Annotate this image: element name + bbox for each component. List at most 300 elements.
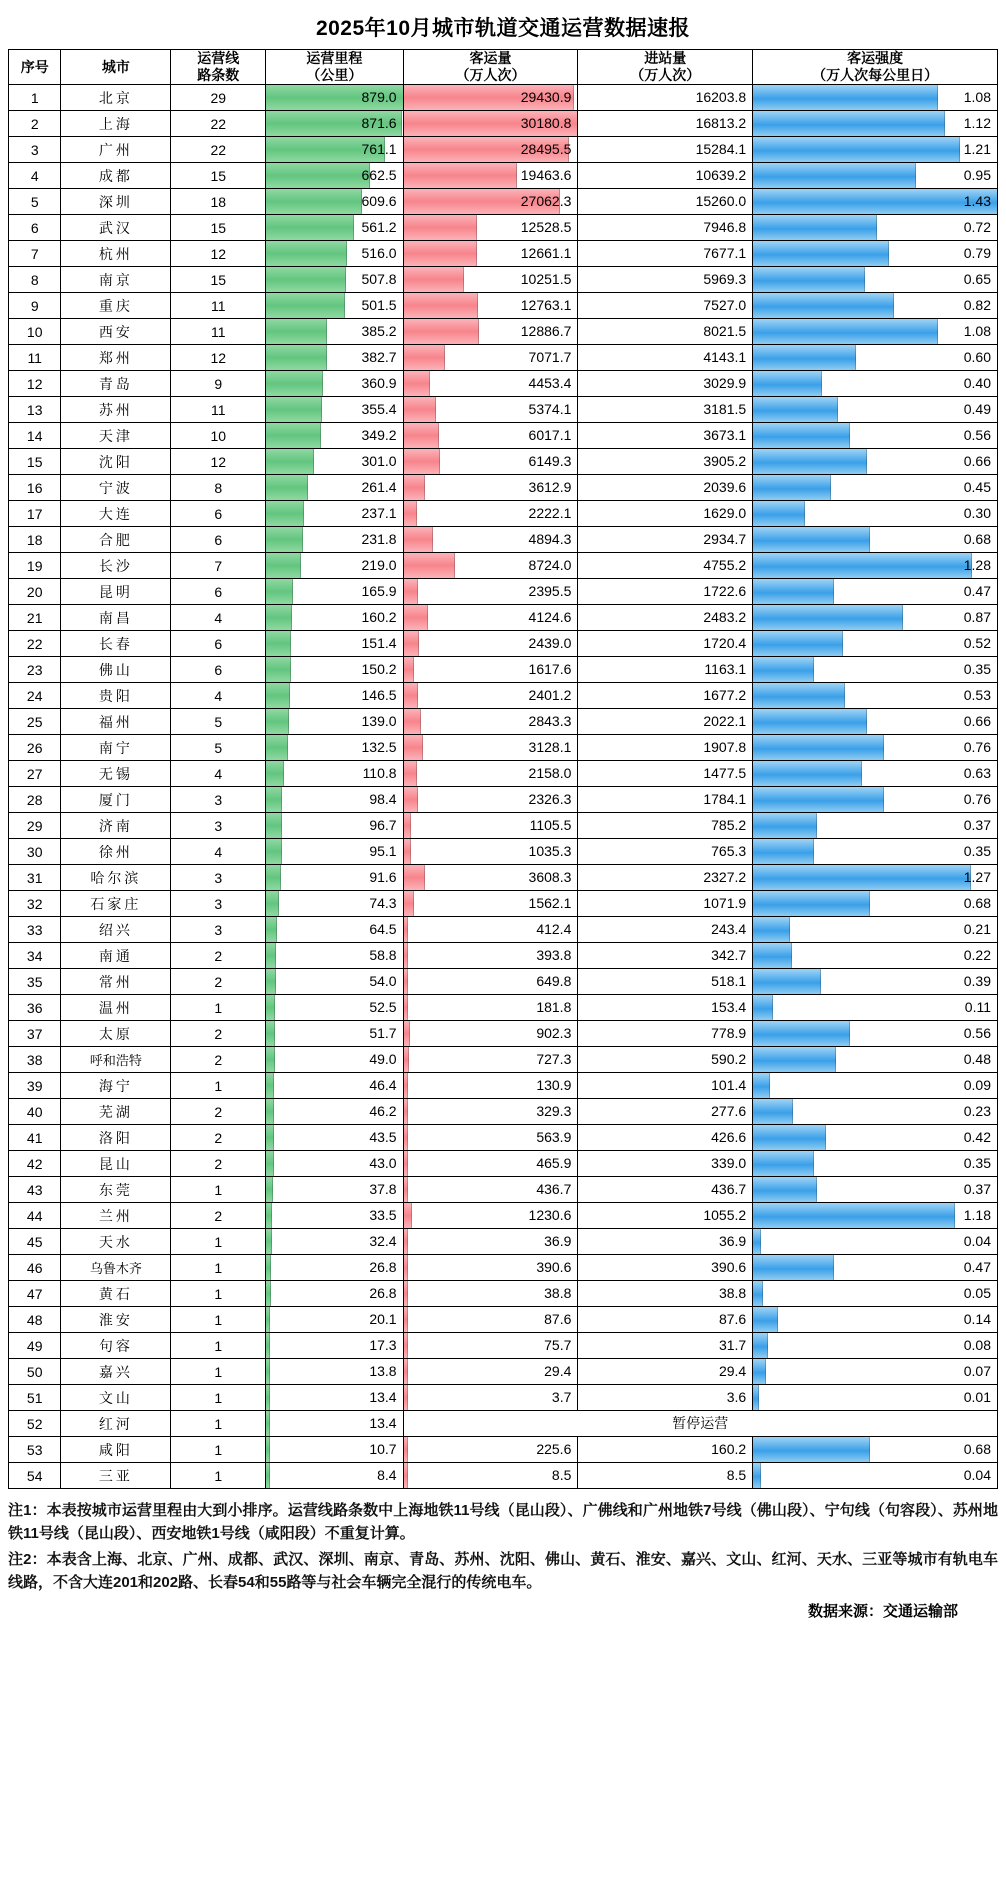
- cell-mileage: [266, 189, 403, 215]
- cell-passengers: [403, 475, 578, 501]
- intensity-value: 0.48: [963, 1051, 991, 1068]
- entries-value: 3029.9: [703, 375, 747, 392]
- cell-lines: 15: [171, 163, 266, 189]
- mileage-value: 54.0: [369, 973, 397, 990]
- cell-entries: [578, 1437, 753, 1463]
- intensity-value: 0.09: [963, 1077, 991, 1094]
- mileage-value: 231.8: [361, 531, 397, 548]
- intensity-value: 0.37: [963, 817, 991, 834]
- cell-passengers: [403, 423, 578, 449]
- cell-city: 南通: [61, 943, 171, 969]
- table-row: [9, 1151, 998, 1177]
- cell-index: 50: [9, 1359, 61, 1385]
- cell-entries: [578, 839, 753, 865]
- cell-lines: 5: [171, 735, 266, 761]
- passengers-value: 8.5: [551, 1467, 572, 1484]
- cell-city: 咸阳: [61, 1437, 171, 1463]
- cell-passengers: [403, 397, 578, 423]
- cell-passengers: [403, 787, 578, 813]
- cell-city: 郑州: [61, 345, 171, 371]
- mileage-value: 46.4: [369, 1077, 397, 1094]
- cell-passengers: [403, 579, 578, 605]
- mileage-value: 561.2: [361, 219, 397, 236]
- entries-value: 16203.8: [695, 89, 747, 106]
- passengers-value: 2439.0: [528, 635, 572, 652]
- table-row: [9, 501, 998, 527]
- passengers-value: 1105.5: [529, 817, 572, 834]
- entries-value: 339.0: [711, 1155, 747, 1172]
- cell-index: 12: [9, 371, 61, 397]
- cell-index: 40: [9, 1099, 61, 1125]
- entries-value: 1055.2: [703, 1207, 747, 1224]
- mileage-value: 301.0: [361, 453, 397, 470]
- entries-value: 2934.7: [703, 531, 747, 548]
- cell-city: 南昌: [61, 605, 171, 631]
- cell-entries: [578, 1307, 753, 1333]
- cell-intensity: [753, 1385, 998, 1411]
- cell-intensity: [753, 813, 998, 839]
- cell-intensity: [753, 995, 998, 1021]
- cell-intensity: [753, 891, 998, 917]
- cell-index: 38: [9, 1047, 61, 1073]
- passengers-value: 36.9: [544, 1233, 572, 1250]
- cell-entries: [578, 397, 753, 423]
- cell-entries: [578, 943, 753, 969]
- cell-lines: 10: [171, 423, 266, 449]
- cell-lines: 12: [171, 449, 266, 475]
- cell-index: 46: [9, 1255, 61, 1281]
- cell-lines: 2: [171, 1099, 266, 1125]
- cell-index: 54: [9, 1463, 61, 1489]
- cell-lines: 22: [171, 111, 266, 137]
- passengers-value: 2222.1: [528, 505, 572, 522]
- cell-intensity: [753, 631, 998, 657]
- cell-city: 太原: [61, 1021, 171, 1047]
- cell-passengers: [403, 1021, 578, 1047]
- cell-index: 25: [9, 709, 61, 735]
- cell-mileage: [266, 735, 403, 761]
- mileage-value: 151.4: [361, 635, 397, 652]
- table-row: [9, 1021, 998, 1047]
- cell-intensity: [753, 1203, 998, 1229]
- cell-intensity: [753, 1151, 998, 1177]
- intensity-value: 0.76: [963, 739, 991, 756]
- column-header-lines-line1: 运营线: [197, 50, 240, 66]
- passengers-value: 1562.1: [528, 895, 572, 912]
- transit-data-table: [8, 49, 998, 1489]
- cell-index: 16: [9, 475, 61, 501]
- cell-lines: 1: [171, 1255, 266, 1281]
- intensity-value: 1.08: [963, 89, 991, 106]
- cell-intensity: [753, 1281, 998, 1307]
- cell-mileage: [266, 761, 403, 787]
- cell-passengers: [403, 345, 578, 371]
- passengers-value: 19463.6: [520, 167, 572, 184]
- cell-intensity: [753, 527, 998, 553]
- table-row: [9, 865, 998, 891]
- cell-city: 绍兴: [61, 917, 171, 943]
- cell-passengers: [403, 813, 578, 839]
- intensity-value: 0.14: [963, 1311, 991, 1328]
- passengers-value: 29430.9: [520, 89, 572, 106]
- cell-mileage: [266, 1333, 403, 1359]
- table-row: [9, 475, 998, 501]
- intensity-value: 0.22: [963, 947, 991, 964]
- cell-intensity: [753, 657, 998, 683]
- cell-intensity: [753, 189, 998, 215]
- entries-value: 4143.1: [703, 349, 747, 366]
- cell-passengers: [403, 761, 578, 787]
- entries-value: 590.2: [711, 1051, 747, 1068]
- cell-intensity: [753, 397, 998, 423]
- cell-mileage: [266, 449, 403, 475]
- entries-value: 101.4: [711, 1077, 747, 1094]
- passengers-value: 2395.5: [528, 583, 572, 600]
- cell-city: 哈尔滨: [61, 865, 171, 891]
- cell-intensity: [753, 319, 998, 345]
- cell-index: 29: [9, 813, 61, 839]
- cell-city: 深圳: [61, 189, 171, 215]
- cell-passengers: [403, 631, 578, 657]
- cell-passengers: [403, 215, 578, 241]
- mileage-value: 501.5: [361, 297, 397, 314]
- entries-value: 10639.2: [695, 167, 747, 184]
- table-row: [9, 267, 998, 293]
- cell-entries: [578, 683, 753, 709]
- mileage-value: 516.0: [361, 245, 397, 262]
- cell-intensity: [753, 1177, 998, 1203]
- cell-entries: [578, 995, 753, 1021]
- entries-value: 1677.2: [703, 687, 747, 704]
- table-row: [9, 1411, 998, 1437]
- table-row: [9, 163, 998, 189]
- entries-value: 3673.1: [703, 427, 747, 444]
- cell-lines: 3: [171, 891, 266, 917]
- cell-mileage: [266, 1099, 403, 1125]
- cell-lines: 22: [171, 137, 266, 163]
- intensity-value: 1.43: [963, 193, 991, 210]
- mileage-value: 91.6: [369, 869, 397, 886]
- mileage-value: 761.1: [361, 141, 397, 158]
- cell-lines: 1: [171, 1437, 266, 1463]
- column-header-lines: [171, 50, 266, 85]
- cell-entries: [578, 735, 753, 761]
- passengers-value: 4124.6: [528, 609, 572, 626]
- note-2: 注2：本表含上海、北京、广州、成都、武汉、深圳、南京、青岛、苏州、沈阳、佛山、黄石、淮安、嘉兴、文山、红河、天水、三亚等城市有轨电车线路，不含大连201和202路、长春54和55路等与社会车辆完全混行的传统电车。: [8, 1550, 998, 1591]
- cell-entries: [578, 345, 753, 371]
- cell-index: 26: [9, 735, 61, 761]
- cell-mileage: [266, 501, 403, 527]
- entries-value: 5969.3: [703, 271, 747, 288]
- mileage-value: 360.9: [361, 375, 397, 392]
- cell-intensity: [753, 475, 998, 501]
- passengers-value: 4894.3: [528, 531, 572, 548]
- table-notes: [8, 1499, 998, 1594]
- cell-mileage: [266, 293, 403, 319]
- column-header-intensity-line2: （万人次每公里日）: [812, 67, 939, 84]
- passengers-value: 3608.3: [528, 869, 572, 886]
- table-header: [9, 50, 998, 85]
- cell-lines: 1: [171, 1281, 266, 1307]
- cell-mileage: [266, 1307, 403, 1333]
- cell-mileage: [266, 1281, 403, 1307]
- mileage-value: 51.7: [369, 1025, 397, 1042]
- entries-value: 7527.0: [703, 297, 747, 314]
- cell-city: 昆山: [61, 1151, 171, 1177]
- passengers-value: 12886.7: [520, 323, 572, 340]
- mileage-value: 33.5: [369, 1207, 397, 1224]
- cell-index: 21: [9, 605, 61, 631]
- cell-intensity: [753, 1437, 998, 1463]
- cell-lines: 1: [171, 1333, 266, 1359]
- cell-intensity: [753, 917, 998, 943]
- mileage-value: 165.9: [361, 583, 397, 600]
- cell-entries: [578, 501, 753, 527]
- passengers-value: 1035.3: [528, 843, 572, 860]
- passengers-value: 75.7: [544, 1337, 572, 1354]
- cell-mileage: [266, 475, 403, 501]
- cell-lines: 2: [171, 1125, 266, 1151]
- cell-intensity: [753, 605, 998, 631]
- passengers-value: 436.7: [536, 1181, 572, 1198]
- cell-mileage: [266, 423, 403, 449]
- cell-city: 乌鲁木齐: [61, 1255, 171, 1281]
- cell-mileage: [266, 1255, 403, 1281]
- cell-passengers: [403, 1073, 578, 1099]
- cell-lines: 3: [171, 917, 266, 943]
- cell-passengers: [403, 1307, 578, 1333]
- cell-index: 22: [9, 631, 61, 657]
- mileage-value: 96.7: [369, 817, 397, 834]
- cell-index: 19: [9, 553, 61, 579]
- cell-index: 34: [9, 943, 61, 969]
- cell-city: 常州: [61, 969, 171, 995]
- cell-entries: [578, 1073, 753, 1099]
- cell-passengers: [403, 449, 578, 475]
- table-row: [9, 839, 998, 865]
- cell-lines: 2: [171, 1151, 266, 1177]
- entries-value: 390.6: [711, 1259, 747, 1276]
- cell-intensity: [753, 683, 998, 709]
- cell-city: 长春: [61, 631, 171, 657]
- cell-city: 天水: [61, 1229, 171, 1255]
- table-row: [9, 787, 998, 813]
- cell-mileage: [266, 1411, 403, 1437]
- cell-passengers: [403, 1151, 578, 1177]
- cell-city: 西安: [61, 319, 171, 345]
- cell-lines: 18: [171, 189, 266, 215]
- cell-intensity: [753, 1125, 998, 1151]
- cell-passengers: [403, 709, 578, 735]
- cell-mileage: [266, 865, 403, 891]
- cell-mileage: [266, 215, 403, 241]
- cell-lines: 1: [171, 1463, 266, 1489]
- mileage-value: 8.4: [377, 1467, 397, 1484]
- cell-index: 18: [9, 527, 61, 553]
- intensity-value: 0.07: [963, 1363, 991, 1380]
- table-row: [9, 1385, 998, 1411]
- entries-value: 4755.2: [703, 557, 747, 574]
- mileage-value: 385.2: [361, 323, 397, 340]
- cell-passengers: [403, 137, 578, 163]
- cell-entries: [578, 1047, 753, 1073]
- intensity-value: 0.82: [963, 297, 991, 314]
- passengers-value: 649.8: [536, 973, 572, 990]
- cell-passengers: [403, 553, 578, 579]
- intensity-value: 0.72: [963, 219, 991, 236]
- cell-mileage: [266, 1151, 403, 1177]
- entries-value: 2039.6: [703, 479, 747, 496]
- cell-city: 东莞: [61, 1177, 171, 1203]
- cell-lines: 12: [171, 345, 266, 371]
- cell-passengers: [403, 917, 578, 943]
- cell-city: 南京: [61, 267, 171, 293]
- passengers-value: 2843.3: [528, 713, 572, 730]
- intensity-value: 0.04: [963, 1467, 991, 1484]
- cell-index: 30: [9, 839, 61, 865]
- cell-entries: [578, 1177, 753, 1203]
- passengers-value: 2401.2: [528, 687, 572, 704]
- table-row: [9, 1437, 998, 1463]
- cell-city: 杭州: [61, 241, 171, 267]
- table-row: [9, 969, 998, 995]
- column-header-intensity-line1: 客运强度: [847, 50, 904, 66]
- column-header-lines-line2: 路条数: [197, 67, 240, 84]
- cell-entries: [578, 1021, 753, 1047]
- cell-lines: 1: [171, 1359, 266, 1385]
- cell-intensity: [753, 85, 998, 111]
- cell-lines: 2: [171, 1021, 266, 1047]
- cell-entries: [578, 371, 753, 397]
- cell-entries: [578, 137, 753, 163]
- intensity-value: 0.65: [963, 271, 991, 288]
- cell-index: 35: [9, 969, 61, 995]
- cell-lines: 1: [171, 1411, 266, 1437]
- intensity-value: 0.76: [963, 791, 991, 808]
- cell-city: 句容: [61, 1333, 171, 1359]
- cell-lines: 3: [171, 787, 266, 813]
- cell-index: 41: [9, 1125, 61, 1151]
- entries-value: 153.4: [711, 999, 747, 1016]
- mileage-value: 13.8: [369, 1363, 397, 1380]
- table-row: [9, 85, 998, 111]
- mileage-value: 74.3: [369, 895, 397, 912]
- cell-passengers: [403, 1177, 578, 1203]
- cell-city: 天津: [61, 423, 171, 449]
- passengers-value: 393.8: [536, 947, 572, 964]
- entries-value: 31.7: [718, 1337, 747, 1354]
- cell-passengers: [403, 735, 578, 761]
- cell-mileage: [266, 527, 403, 553]
- cell-intensity: [753, 943, 998, 969]
- cell-index: 5: [9, 189, 61, 215]
- cell-lines: 1: [171, 1385, 266, 1411]
- passengers-value: 6149.3: [528, 453, 572, 470]
- intensity-value: 0.42: [963, 1129, 991, 1146]
- intensity-value: 0.23: [963, 1103, 991, 1120]
- intensity-value: 0.68: [963, 895, 991, 912]
- cell-index: 10: [9, 319, 61, 345]
- column-header-intensity: [753, 50, 998, 85]
- cell-entries: [578, 85, 753, 111]
- cell-entries: [578, 163, 753, 189]
- cell-mileage: [266, 605, 403, 631]
- cell-index: 6: [9, 215, 61, 241]
- cell-entries: [578, 423, 753, 449]
- cell-index: 37: [9, 1021, 61, 1047]
- cell-index: 24: [9, 683, 61, 709]
- column-header-passengers: [403, 50, 578, 85]
- cell-passengers: [403, 267, 578, 293]
- cell-entries: [578, 709, 753, 735]
- cell-index: 45: [9, 1229, 61, 1255]
- passengers-value: 3.7: [551, 1389, 572, 1406]
- entries-value: 15284.1: [695, 141, 747, 158]
- cell-passengers: [403, 241, 578, 267]
- cell-index: 48: [9, 1307, 61, 1333]
- cell-lines: 8: [171, 475, 266, 501]
- cell-entries: [578, 1359, 753, 1385]
- mileage-value: 150.2: [361, 661, 397, 678]
- table-row: [9, 1359, 998, 1385]
- table-row: [9, 1333, 998, 1359]
- data-source: 数据来源：交通运输部: [807, 1603, 958, 1621]
- passengers-value: 1617.6: [528, 661, 572, 678]
- intensity-value: 0.66: [963, 713, 991, 730]
- mileage-value: 95.1: [369, 843, 397, 860]
- entries-value: 785.2: [711, 817, 747, 834]
- cell-city: 芜湖: [61, 1099, 171, 1125]
- entries-value: 29.4: [718, 1363, 747, 1380]
- entries-value: 3.6: [726, 1389, 747, 1406]
- cell-index: 43: [9, 1177, 61, 1203]
- intensity-value: 1.08: [963, 323, 991, 340]
- cell-city: 福州: [61, 709, 171, 735]
- entries-value: 2483.2: [703, 609, 747, 626]
- table-row: [9, 1255, 998, 1281]
- cell-intensity: [753, 865, 998, 891]
- cell-lines: 6: [171, 527, 266, 553]
- cell-entries: [578, 865, 753, 891]
- cell-lines: 1: [171, 1177, 266, 1203]
- cell-passengers: [403, 1203, 578, 1229]
- cell-index: 47: [9, 1281, 61, 1307]
- cell-city: 贵阳: [61, 683, 171, 709]
- cell-mileage: [266, 631, 403, 657]
- passengers-value: 87.6: [544, 1311, 572, 1328]
- table-row: [9, 553, 998, 579]
- cell-index: 13: [9, 397, 61, 423]
- cell-intensity: [753, 1047, 998, 1073]
- cell-index: 11: [9, 345, 61, 371]
- intensity-value: 0.49: [963, 401, 991, 418]
- mileage-value: 43.5: [369, 1129, 397, 1146]
- passengers-value: 181.8: [536, 999, 572, 1016]
- passengers-value: 727.3: [536, 1051, 572, 1068]
- mileage-value: 237.1: [361, 505, 397, 522]
- cell-index: 9: [9, 293, 61, 319]
- cell-mileage: [266, 1177, 403, 1203]
- cell-passengers: [403, 189, 578, 215]
- mileage-value: 49.0: [369, 1051, 397, 1068]
- table-row: [9, 605, 998, 631]
- cell-lines: 15: [171, 215, 266, 241]
- mileage-value: 609.6: [361, 193, 397, 210]
- cell-entries: [578, 475, 753, 501]
- cell-entries: [578, 1203, 753, 1229]
- table-row: [9, 397, 998, 423]
- cell-entries: [578, 267, 753, 293]
